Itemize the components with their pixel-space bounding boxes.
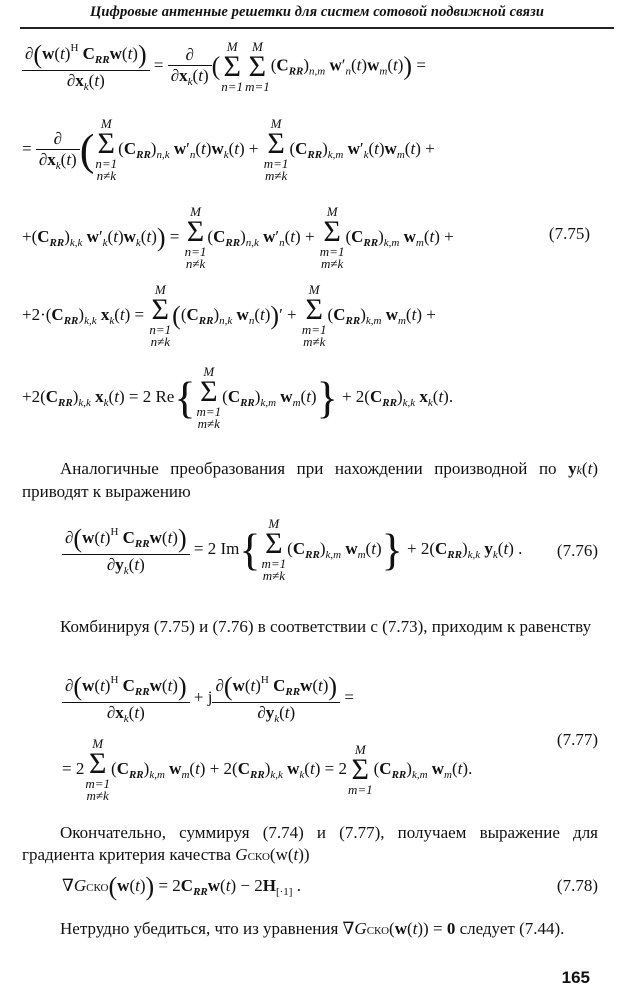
eq-7-75-line-5: $+2(C_{RR})_{k,k}$ $x_k(t) = 2$ Re{ M Σ m=1 m≠k $(C_{RR})_{k,m}$ $w_m(t)\} + 2(C_{RR})_{k,k}$ $x_k(t)$.	[22, 364, 454, 431]
paragraph-gradient: Окончательно, суммируя (7.74) и (7.77), получаем выражение для градиента критерия качества GСКО(w(t))	[22, 823, 598, 864]
eq-7-75-lhs-denominator: $\partial x_k(t)$	[66, 71, 105, 93]
eq-7-76: $\frac{\partial(w(t)^H C_{RR}w(t))}{\partial y_k(t)}$ = 2 Im{ M Σ m=1 m≠k $(C_{RR})_{k,m}$ $w_m(t)\} + 2(C_{RR})_{k,k}$ $y_k(t)$ .	[62, 518, 630, 582]
eq-7-75-line-3: $+(C_{RR})_{k,k}$ $w'_k(t)w_k(t)$) = M Σ n=1 n≠k $(C_{RR})_{n,k}$ $w'_n(t)$ + M Σ m=1 m≠k $(C_{RR})_{k,m}$ $w_m(t)$ +	[22, 204, 454, 271]
eq-7-76-number: (7.76)	[556, 541, 598, 560]
paragraph-combining: Комбинируя (7.75) и (7.76) в соответствии с (7.73), приходим к равенству	[60, 617, 592, 636]
paragraph-derivative-yk: Аналогичные преобразования при нахождении производной по yk(t) приводят к выражению	[22, 459, 598, 501]
running-title: Цифровые антенные решетки для систем сотовой подвижной связи	[89, 4, 545, 20]
paragraph-conclusion: Нетрудно убедиться, что из уравнения ∇GСКО(w(t)) = 0 следует (7.44).	[60, 919, 565, 938]
sum-symbol: M Σ n=1	[221, 38, 244, 94]
eq-7-75-line-4: $+2\cdot(C_{RR})_{k,k}$ $x_k(t)$ = M Σ n=1 n≠k ($(C_{RR})_{n,k}$ $w_n(t))'$ + M Σ m=1 m≠k $(C_{RR})_{k,m}$ $w_m(t)$ +	[22, 282, 436, 349]
sum-symbol: M Σ m=1	[245, 38, 270, 94]
eq-7-75-number: (7.75)	[548, 224, 590, 243]
eq-7-75-lhs-fraction	[22, 40, 150, 93]
eq-7-75-line-1: $\frac{\partial(w(t)^H C_{RR}w(t))}{\partial x_k(t)}$ = $\frac{\partial}{\partial x_k(t)}$ ( M Σ n=1 M Σ m=1 $(C_{RR})_{n,m}$ $w'_n(t)w_m(t)$) =	[22, 40, 630, 93]
eq-7-75-line-2: = $\frac{\partial}{\partial x_k(t)}$ ( M Σ n=1 n≠k $(C_{RR})_{n,k}$ $w'_n(t)w_k(t)$ + M Σ m=1 m≠k $(C_{RR})_{k,m}$ $w'_k(t)w_m(t)$ +	[22, 116, 435, 183]
eq-7-77-line-1: $\frac{\partial(w(t)^H C_{RR}w(t))}{\partial x_k(t)}$ + j $\frac{\partial(w(t)^H C_{RR}w(t))}{\partial y_k(t)}$ =	[62, 672, 630, 725]
eq-7-77-number: (7.77)	[556, 730, 598, 749]
header-rule	[20, 27, 614, 29]
eq-7-78-number: (7.78)	[556, 876, 598, 895]
eq-7-75-partial-operator: $\frac{\partial}{\partial x_k(t)}$	[168, 45, 212, 88]
eq-7-78: ∇GСКО(w(t)) = $2C_{RR}w(t) - 2H_{[\cdot 1]}$ .	[62, 872, 301, 901]
eq-7-77-line-2: = 2 M Σ m=1 m≠k $(C_{RR})_{k,m}$ $w_m(t) + 2(C_{RR})_{k,k}$ $w_k(t) = 2$ M Σ m=1 $(C_{RR})_{k,m}$ $w_m(t)$.	[62, 736, 473, 803]
eq-7-75-lhs-numerator: $\partial(w(t)^H$ $C_{RR}w(t)$)	[22, 40, 150, 71]
page-number: 165	[561, 968, 590, 987]
